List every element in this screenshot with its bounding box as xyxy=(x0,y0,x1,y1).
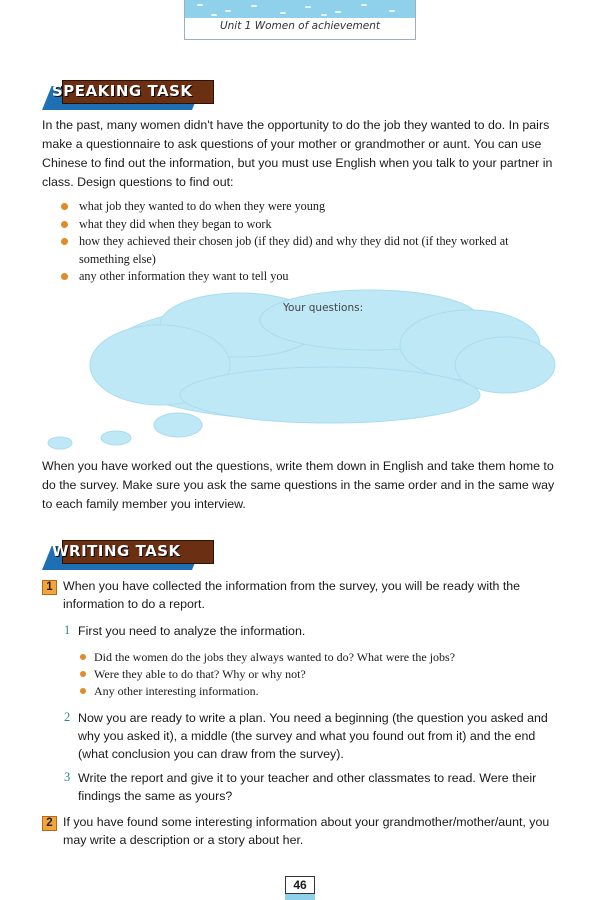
bullet-dot-icon xyxy=(61,238,68,245)
step-1-number: 1 xyxy=(64,623,71,637)
bullet-dot-icon xyxy=(80,654,86,660)
page-number-bar xyxy=(285,894,315,900)
step-3-number: 3 xyxy=(64,770,71,784)
list-item: any other information they want to tell you xyxy=(42,268,562,286)
writing-task-heading xyxy=(42,540,202,570)
speaking-intro: In the past, many women didn't have the opportunity to do the job they wanted to do. In pairs make a questionnaire to ask questions of your mother or grandmother or aunt. You can use Chinese to find out the information, but you must use English when you talk to your partner in class. Design questions to find out: xyxy=(42,118,553,189)
item-1-badge: 1 xyxy=(42,580,57,595)
list-item: what job they wanted to do when they were young xyxy=(42,198,562,216)
step-3-text: Write the report and give it to your teacher and other classmates to read. Were their findings the same as yours? xyxy=(78,771,537,803)
list-item: how they achieved their chosen job (if they did) and why they did not (if they worked at something else) xyxy=(42,233,562,268)
item-2-badge: 2 xyxy=(42,816,57,831)
step-2-text: Now you are ready to write a plan. You need a beginning (the question you asked and why you asked it), a middle (the survey and what you found out from it) and the end (what conclusion you can draw from the survey). xyxy=(78,711,548,761)
list-item: what they did when they began to work xyxy=(42,216,562,234)
cloud-bubble-small xyxy=(48,437,72,449)
analysis-bullet-list xyxy=(58,649,558,700)
unit-banner xyxy=(184,0,416,40)
water-strip xyxy=(185,0,415,18)
cloud-bubble-large xyxy=(154,413,202,437)
speaking-closing: When you have worked out the questions, write them down in English and take them home to do the survey. Make sure you ask the same questions in the same order and in the same way to each family member you interview. xyxy=(42,459,555,511)
speaking-task-title: SPEAKING TASK xyxy=(52,82,193,100)
list-item: Any other interesting information. xyxy=(58,683,558,700)
writing-task-title: WRITING TASK xyxy=(52,542,181,560)
step-2-number: 2 xyxy=(64,710,71,724)
bullet-dot-icon xyxy=(61,221,68,228)
list-item: Did the women do the jobs they always wanted to do? What were the jobs? xyxy=(58,649,558,666)
item-1-text: When you have collected the information from the survey, you will be ready with the information to do a report. xyxy=(63,579,521,611)
page-number: 46 xyxy=(285,876,315,894)
bullet-dot-icon xyxy=(80,688,86,694)
speaking-bullet-list xyxy=(42,198,562,286)
bullet-dot-icon xyxy=(61,273,68,280)
item-2-text: If you have found some interesting information about your grandmother/mother/aunt, you may write a description or a story about her. xyxy=(63,815,550,847)
bullet-dot-icon xyxy=(80,671,86,677)
speaking-task-heading xyxy=(42,80,202,110)
step-1-text: First you need to analyze the information. xyxy=(78,624,306,638)
cloud-caption: Your questions: xyxy=(283,302,364,314)
bullet-dot-icon xyxy=(61,203,68,210)
cloud-bubble-medium xyxy=(101,431,131,445)
list-item: Were they able to do that? Why or why not? xyxy=(58,666,558,683)
unit-title: Unit 1 Women of achievement xyxy=(219,20,381,32)
